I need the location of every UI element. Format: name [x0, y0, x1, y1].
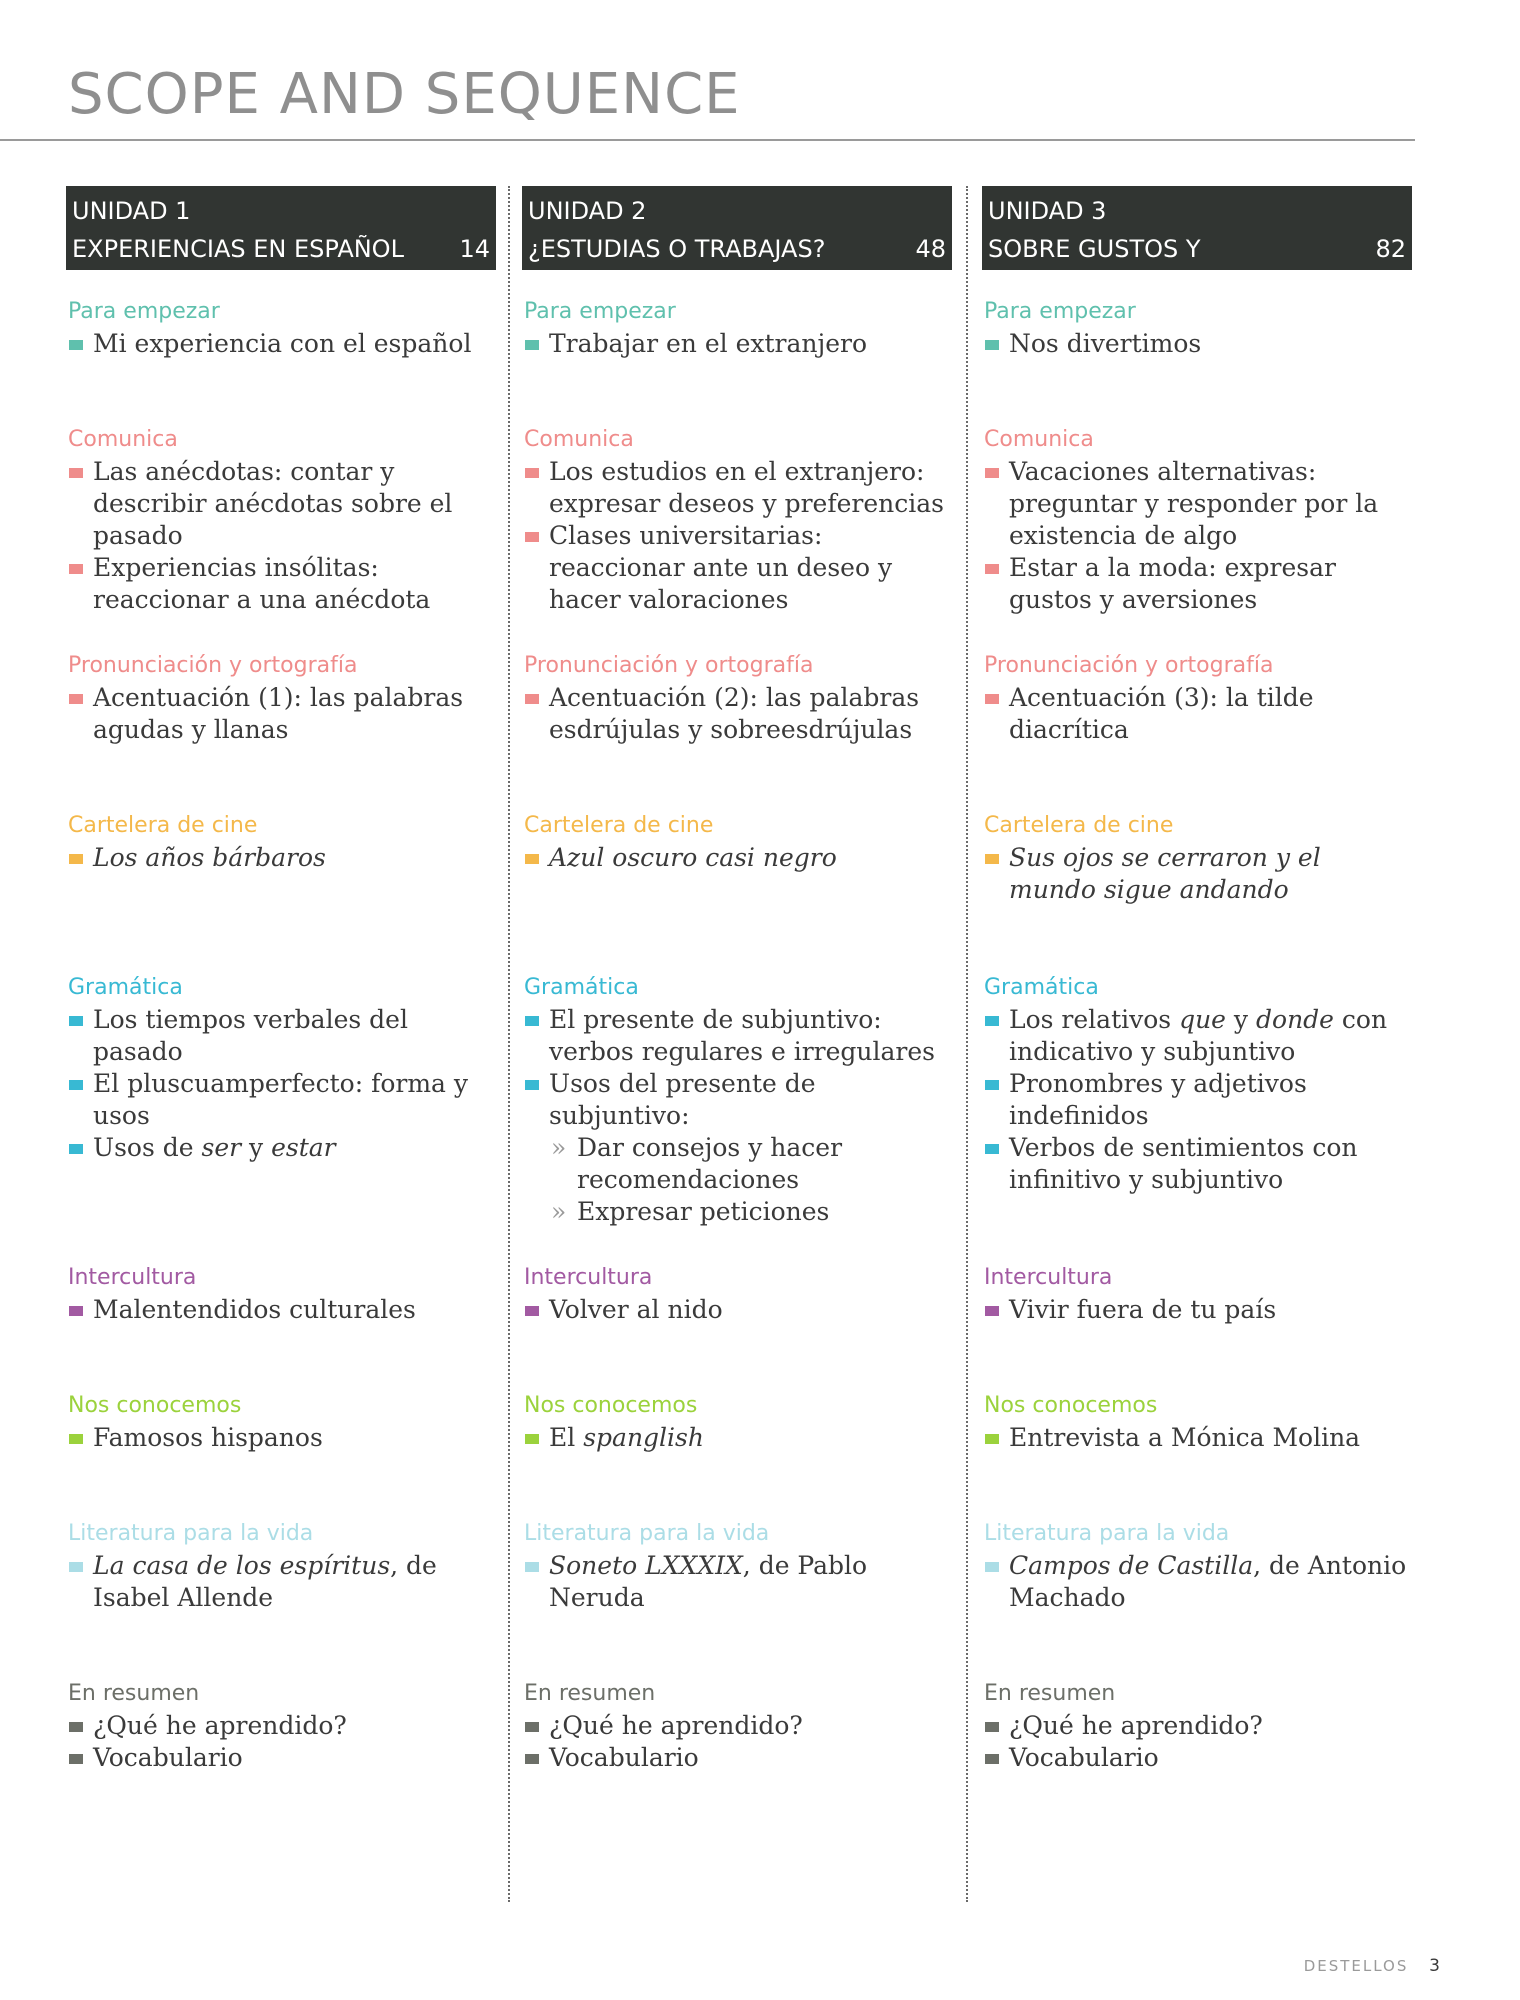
- bullet-icon: [525, 1016, 539, 1026]
- unit-label: UNIDAD 3: [988, 197, 1107, 225]
- section-nos-conocemos: [524, 1392, 952, 1454]
- page-title: SCOPE AND SEQUENCE: [68, 62, 741, 127]
- section-title: En resumen: [984, 1681, 1116, 1706]
- section-en-resumen: [68, 1680, 496, 1774]
- section-comunica: [524, 426, 952, 616]
- bullet-icon: [525, 1754, 539, 1764]
- section-title: Gramática: [68, 975, 183, 1000]
- bullet-icon: [985, 564, 999, 574]
- unit-label: UNIDAD 2: [528, 197, 647, 225]
- section-cartelera: [68, 812, 496, 874]
- section-literatura: [984, 1520, 1412, 1614]
- bullet-icon: [985, 1722, 999, 1732]
- list-item: ¿Qué he aprendido?: [524, 1710, 952, 1742]
- list-item: Vocabulario: [68, 1742, 496, 1774]
- list-item: Nos divertimos: [984, 328, 1412, 360]
- unit-title: EXPERIENCIAS EN ESPAÑOL: [72, 235, 404, 263]
- section-title: Gramática: [984, 975, 1099, 1000]
- bullet-icon: [525, 532, 539, 542]
- bullet-icon: [525, 694, 539, 704]
- list-item: Entrevista a Mónica Molina: [984, 1422, 1412, 1454]
- list-item: Usos de ser y estar: [68, 1132, 496, 1164]
- bullet-icon: [69, 1016, 83, 1026]
- list-item: Vivir fuera de tu país: [984, 1294, 1412, 1326]
- list-item: Vacaciones alternativas: preguntar y responder por la existencia de algo: [984, 456, 1412, 552]
- bullet-icon: [69, 1306, 83, 1316]
- list-item: Usos del presente de subjuntivo: » Dar consejos y hacer recomendaciones » Expresar peticiones: [524, 1068, 952, 1228]
- bullet-icon: [69, 1754, 83, 1764]
- section-intercultura: [68, 1264, 496, 1326]
- list-item: Soneto LXXXIX, de Pablo Neruda: [524, 1550, 952, 1614]
- double-chevron-icon: »: [551, 1133, 567, 1162]
- bullet-icon: [525, 1722, 539, 1732]
- list-item: Famosos hispanos: [68, 1422, 496, 1454]
- bullet-icon: [985, 694, 999, 704]
- unit-label: UNIDAD 1: [72, 197, 191, 225]
- unit-column-3: [982, 186, 1412, 1902]
- list-item: Los tiempos verbales del pasado: [68, 1004, 496, 1068]
- bullet-icon: [985, 1562, 999, 1572]
- title-divider: [0, 139, 1415, 141]
- section-title: En resumen: [524, 1681, 656, 1706]
- section-para-empezar: [68, 298, 496, 360]
- list-item: El presente de subjuntivo: verbos regulares e irregulares: [524, 1004, 952, 1068]
- section-pronunciacion: [68, 652, 496, 746]
- bullet-icon: [525, 468, 539, 478]
- list-item: ¿Qué he aprendido?: [68, 1710, 496, 1742]
- bullet-icon: [69, 468, 83, 478]
- list-item: Mi experiencia con el español: [68, 328, 496, 360]
- section-en-resumen: [524, 1680, 952, 1774]
- unit-page-number: 14: [459, 235, 490, 263]
- unit-title: ¿ESTUDIAS O TRABAJAS?: [528, 235, 826, 263]
- section-title: Cartelera de cine: [68, 813, 258, 838]
- bullet-icon: [525, 1434, 539, 1444]
- bullet-icon: [985, 1080, 999, 1090]
- bullet-icon: [985, 1306, 999, 1316]
- section-title: Cartelera de cine: [984, 813, 1174, 838]
- list-item: Azul oscuro casi negro: [524, 842, 952, 874]
- bullet-icon: [69, 340, 83, 350]
- section-title: En resumen: [68, 1681, 200, 1706]
- sub-list-item: » Dar consejos y hacer recomendaciones: [551, 1133, 843, 1194]
- bullet-icon: [985, 468, 999, 478]
- bullet-icon: [525, 1562, 539, 1572]
- section-para-empezar: [524, 298, 952, 360]
- section-title: Comunica: [68, 427, 178, 452]
- bullet-icon: [525, 1080, 539, 1090]
- page-number: 3: [1429, 1956, 1440, 1976]
- section-title: Gramática: [524, 975, 639, 1000]
- section-intercultura: [984, 1264, 1412, 1326]
- section-title: Nos conocemos: [68, 1393, 242, 1418]
- bullet-icon: [525, 1306, 539, 1316]
- section-comunica: [68, 426, 496, 616]
- bullet-icon: [69, 564, 83, 574]
- list-item: Verbos de sentimientos con infinitivo y subjuntivo: [984, 1132, 1412, 1196]
- bullet-icon: [69, 1434, 83, 1444]
- section-en-resumen: [984, 1680, 1412, 1774]
- unit-header: [66, 186, 496, 270]
- section-nos-conocemos: [984, 1392, 1412, 1454]
- list-item: Campos de Castilla, de Antonio Machado: [984, 1550, 1412, 1614]
- unit-header: [522, 186, 952, 270]
- list-item: Estar a la moda: expresar gustos y aversiones: [984, 552, 1412, 616]
- section-title: Literatura para la vida: [524, 1521, 770, 1546]
- bullet-icon: [985, 1754, 999, 1764]
- bullet-icon: [985, 340, 999, 350]
- section-literatura: [68, 1520, 496, 1614]
- section-cartelera: [524, 812, 952, 874]
- list-item: Sus ojos se cerraron y el mundo sigue andando: [984, 842, 1412, 906]
- list-item: Los estudios en el extranjero: expresar deseos y preferencias: [524, 456, 952, 520]
- bullet-icon: [69, 1144, 83, 1154]
- section-comunica: [984, 426, 1412, 616]
- list-item: Los relativos que y donde con indicativo y subjuntivo: [984, 1004, 1412, 1068]
- bullet-icon: [985, 1434, 999, 1444]
- book-title: DESTELLOS: [1303, 1957, 1409, 1975]
- bullet-icon: [525, 340, 539, 350]
- section-title: Intercultura: [524, 1265, 653, 1290]
- list-item: Experiencias insólitas: reaccionar a una anécdota: [68, 552, 496, 616]
- bullet-icon: [69, 1562, 83, 1572]
- section-title: Para empezar: [984, 299, 1136, 324]
- bullet-icon: [985, 1144, 999, 1154]
- section-title: Pronunciación y ortografía: [984, 653, 1274, 678]
- section-title: Pronunciación y ortografía: [524, 653, 814, 678]
- bullet-icon: [985, 1016, 999, 1026]
- unit-column-1: [66, 186, 496, 1902]
- bullet-icon: [69, 694, 83, 704]
- section-literatura: [524, 1520, 952, 1614]
- section-title: Literatura para la vida: [984, 1521, 1230, 1546]
- section-intercultura: [524, 1264, 952, 1326]
- unit-column-2: [522, 186, 952, 1902]
- section-gramatica: [524, 974, 952, 1228]
- section-title: Para empezar: [524, 299, 676, 324]
- bullet-icon: [985, 854, 999, 864]
- bullet-icon: [525, 854, 539, 864]
- section-title: Cartelera de cine: [524, 813, 714, 838]
- section-gramatica: [984, 974, 1412, 1196]
- section-title: Comunica: [524, 427, 634, 452]
- sub-list-item: » Expresar peticiones: [551, 1197, 830, 1226]
- unit-header: [982, 186, 1412, 301]
- double-chevron-icon: »: [551, 1197, 567, 1226]
- list-item: La casa de los espíritus, de Isabel Allende: [68, 1550, 496, 1614]
- section-nos-conocemos: [68, 1392, 496, 1454]
- list-item: El pluscuamperfecto: forma y usos: [68, 1068, 496, 1132]
- list-item: Vocabulario: [984, 1742, 1412, 1774]
- section-title: Literatura para la vida: [68, 1521, 314, 1546]
- section-cartelera: [984, 812, 1412, 906]
- section-title: Intercultura: [68, 1265, 197, 1290]
- section-para-empezar: [984, 298, 1412, 360]
- bullet-icon: [69, 1722, 83, 1732]
- bullet-icon: [69, 1080, 83, 1090]
- section-title: Pronunciación y ortografía: [68, 653, 358, 678]
- section-gramatica: [68, 974, 496, 1164]
- section-title: Para empezar: [68, 299, 220, 324]
- list-item: Clases universitarias: reaccionar ante un deseo y hacer valoraciones: [524, 520, 952, 616]
- section-title: Intercultura: [984, 1265, 1113, 1290]
- section-title: Nos conocemos: [524, 1393, 698, 1418]
- list-item: Trabajar en el extranjero: [524, 328, 952, 360]
- unit-page-number: 48: [915, 235, 946, 263]
- page-footer: [1304, 1956, 1440, 1976]
- unit-title: SOBRE GUSTOS Y SENTIMIENTOS: [988, 235, 1201, 301]
- list-item: Malentendidos culturales: [68, 1294, 496, 1326]
- list-item: El spanglish: [524, 1422, 952, 1454]
- section-title: Comunica: [984, 427, 1094, 452]
- bullet-icon: [69, 854, 83, 864]
- list-item: Pronombres y adjetivos indefinidos: [984, 1068, 1412, 1132]
- column-divider: [966, 186, 968, 1902]
- list-item: Las anécdotas: contar y describir anécdotas sobre el pasado: [68, 456, 496, 552]
- unit-page-number: 82: [1375, 235, 1406, 263]
- section-title: Nos conocemos: [984, 1393, 1158, 1418]
- list-item: Acentuación (3): la tilde diacrítica: [984, 682, 1412, 746]
- column-divider: [508, 186, 510, 1902]
- list-item: Los años bárbaros: [68, 842, 496, 874]
- list-item: Volver al nido: [524, 1294, 952, 1326]
- section-pronunciacion: [984, 652, 1412, 746]
- section-pronunciacion: [524, 652, 952, 746]
- list-item: Vocabulario: [524, 1742, 952, 1774]
- list-item: Acentuación (1): las palabras agudas y llanas: [68, 682, 496, 746]
- list-item: Acentuación (2): las palabras esdrújulas y sobreesdrújulas: [524, 682, 952, 746]
- list-item: ¿Qué he aprendido?: [984, 1710, 1412, 1742]
